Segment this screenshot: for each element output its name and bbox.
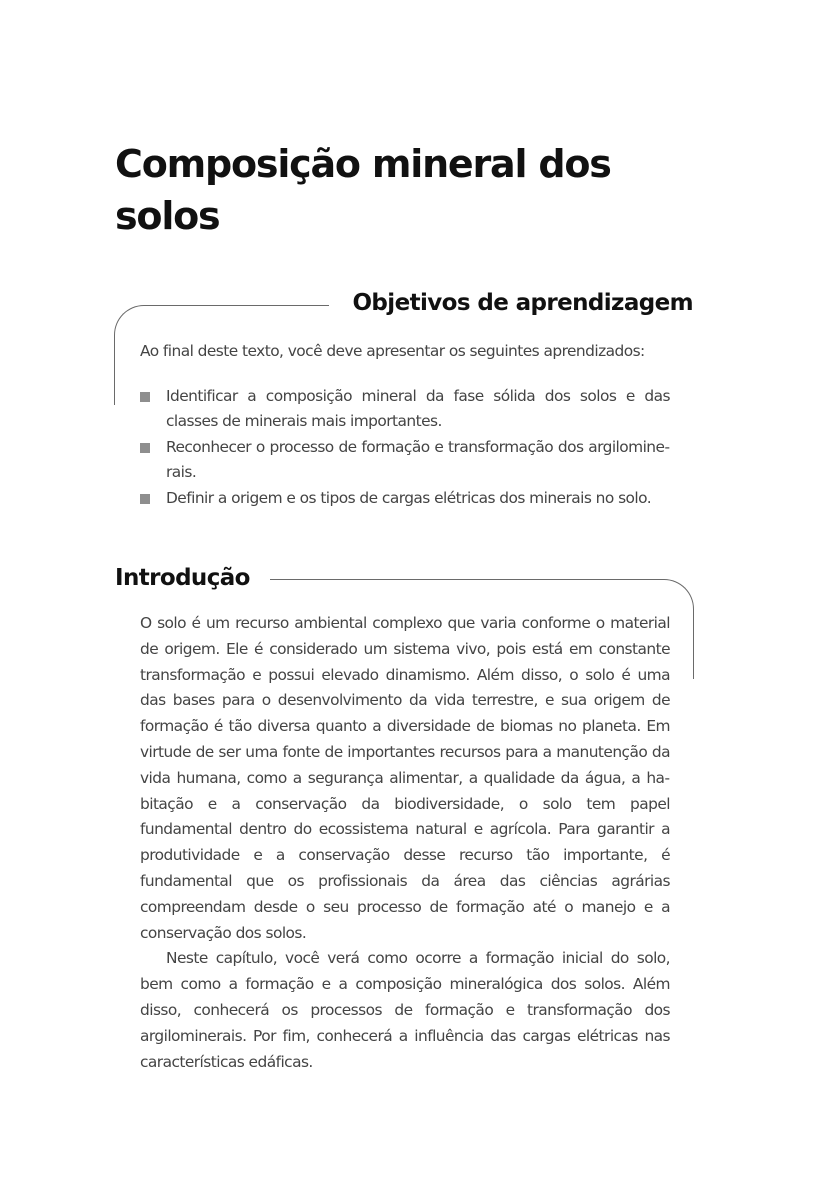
- objective-item: [140, 384, 670, 434]
- objective-item-text: Identificar a composição mineral da fase sólida dos solos e das classes de minerais mais importantes.: [166, 387, 670, 430]
- square-bullet-icon: [140, 494, 150, 504]
- introduction-paragraph: Neste capítulo, você verá como ocorre a formação inicial do solo, bem como a formação e a composição mineralógica dos solos. Além disso, conhecerá os processos de formação e transformação dos argilominerais. Por fim, conhecerá a influência das cargas elétricas nas características edáficas.: [140, 949, 670, 1071]
- introduction-body: [140, 611, 670, 1075]
- introduction-heading: Introdução: [115, 565, 250, 591]
- introduction-paragraph: O solo é um recurso ambiental complexo que varia conforme o material de origem. Ele é considerado um sistema vivo, pois está em constante transformação e possui elevado dinamismo. Além disso, o solo é uma das bases para o desenvolvimento da vida terrestre, e sua origem de formação é tão diversa quanto a diversidade de biomas no planeta. Em virtude de ser uma fonte de importantes recursos para a manutenção da vida humana, como a segurança alimentar, a qualidade da água, a habitação e a conservação da biodiversidade, o solo tem papel fundamental dentro do ecossistema natural e agrícola. Para garantir a produtividade e a conservação desse recurso tão importante, é fundamental que os profissionais da área das ciências agrárias compreendam desde o seu processo de formação até o manejo e a conservação dos solos.: [140, 614, 670, 942]
- objective-item: [140, 486, 670, 511]
- objectives-heading: Objetivos de aprendizagem: [352, 290, 693, 316]
- square-bullet-icon: [140, 443, 150, 453]
- square-bullet-icon: [140, 392, 150, 402]
- objectives-intro: Ao final deste texto, você deve apresentar os seguintes aprendizados:: [140, 342, 645, 360]
- objective-item-text: Definir a origem e os tipos de cargas elétricas dos minerais no solo.: [166, 489, 652, 507]
- objective-item: [140, 435, 670, 485]
- chapter-title: Composição mineral dos solos: [115, 142, 611, 238]
- objectives-list: [140, 384, 670, 512]
- objective-item-text: Reconhecer o processo de formação e transformação dos argilominerais.: [166, 438, 670, 481]
